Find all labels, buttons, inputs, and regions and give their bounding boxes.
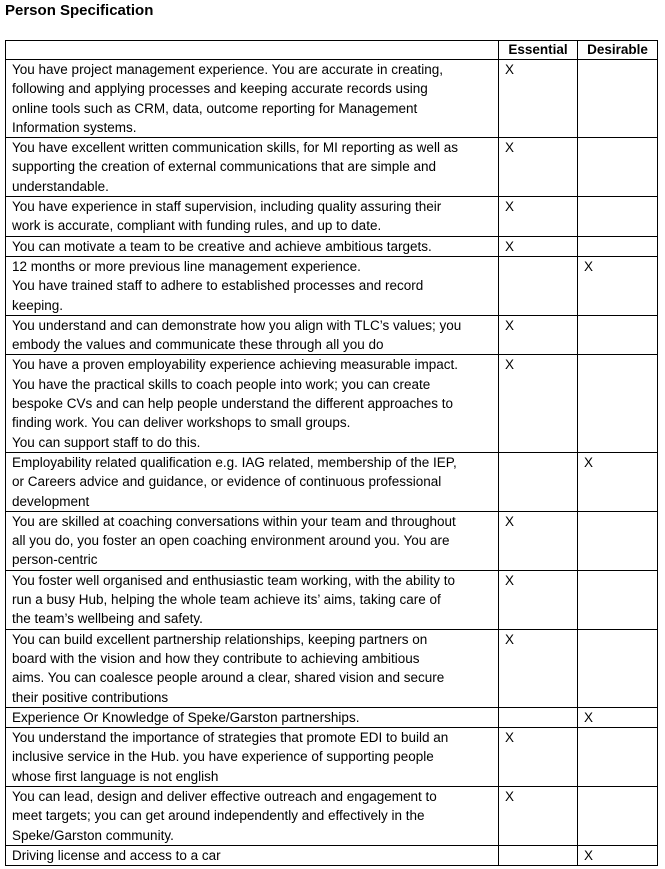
requirement-line: You foster well organised and enthusiastic team working, with the ability to bbox=[12, 572, 455, 588]
table-row bbox=[6, 728, 658, 787]
desirable-mark bbox=[578, 355, 658, 452]
requirement-line: meet targets; you can get around independently and effectively in the bbox=[12, 808, 425, 824]
table-row bbox=[6, 511, 658, 570]
requirement-line: whose first language is not english bbox=[12, 768, 219, 784]
requirement-cell bbox=[6, 197, 499, 237]
essential-mark bbox=[499, 845, 578, 865]
requirement-cell bbox=[6, 511, 499, 570]
requirement-cell bbox=[6, 570, 499, 629]
requirement-line: Driving license and access to a car bbox=[12, 847, 221, 863]
essential-mark: X bbox=[499, 355, 578, 452]
essential-mark: X bbox=[499, 728, 578, 787]
requirement-line: all you do, you foster an open coaching environment around you. You are bbox=[12, 533, 450, 549]
table-body bbox=[6, 60, 658, 866]
desirable-mark bbox=[578, 511, 658, 570]
header-requirement bbox=[6, 41, 499, 60]
requirement-cell bbox=[6, 315, 499, 355]
requirement-line: You can build excellent partnership relationships, keeping partners on bbox=[12, 631, 428, 647]
requirement-line: online tools such as CRM, data, outcome reporting for Management bbox=[12, 100, 418, 116]
requirement-line: development bbox=[12, 493, 90, 509]
requirement-line: You understand the importance of strategies that promote EDI to build an bbox=[12, 730, 449, 746]
table-row bbox=[6, 315, 658, 355]
essential-mark bbox=[499, 452, 578, 511]
table-row bbox=[6, 452, 658, 511]
desirable-mark bbox=[578, 570, 658, 629]
requirement-line: You can support staff to do this. bbox=[12, 434, 201, 450]
essential-mark: X bbox=[499, 197, 578, 237]
requirement-line: aims. You can coalesce people around a clear, shared vision and secure bbox=[12, 670, 445, 686]
table-row bbox=[6, 60, 658, 138]
desirable-mark bbox=[578, 315, 658, 355]
requirement-cell bbox=[6, 236, 499, 256]
essential-mark bbox=[499, 256, 578, 315]
desirable-mark bbox=[578, 728, 658, 787]
desirable-mark: X bbox=[578, 707, 658, 727]
header-essential: Essential bbox=[499, 41, 578, 60]
desirable-mark bbox=[578, 236, 658, 256]
desirable-mark: X bbox=[578, 256, 658, 315]
requirement-line: or Careers advice and guidance, or evidence of continuous professional bbox=[12, 474, 442, 490]
requirement-line: You have project management experience. You are accurate in creating, bbox=[12, 62, 444, 77]
page-title: Person Specification bbox=[5, 2, 154, 19]
requirement-line: Experience Or Knowledge of Speke/Garston partnerships. bbox=[12, 709, 360, 725]
requirement-line: their positive contributions bbox=[12, 689, 169, 705]
requirement-line: You have trained staff to adhere to established processes and record bbox=[12, 278, 424, 294]
requirement-line: board with the vision and how they contribute to achieving ambitious bbox=[12, 650, 420, 666]
essential-mark: X bbox=[499, 511, 578, 570]
requirement-line: You have experience in staff supervision, including quality assuring their bbox=[12, 199, 442, 215]
requirement-line: the team’s wellbeing and safety. bbox=[12, 611, 203, 627]
essential-mark bbox=[499, 707, 578, 727]
requirement-line: bespoke CVs and can help people understand the different approaches to bbox=[12, 396, 454, 412]
requirement-line: Speke/Garston community. bbox=[12, 827, 174, 843]
table-row bbox=[6, 355, 658, 452]
requirement-line: Employability related qualification e.g. IAG related, membership of the IEP, bbox=[12, 454, 457, 470]
requirement-cell bbox=[6, 707, 499, 727]
requirement-line: 12 months or more previous line management experience. bbox=[12, 258, 361, 274]
requirement-line: You are skilled at coaching conversations within your team and throughout bbox=[12, 513, 456, 529]
requirement-line: person-centric bbox=[12, 552, 98, 568]
table-row bbox=[6, 236, 658, 256]
desirable-mark bbox=[578, 138, 658, 197]
desirable-mark bbox=[578, 197, 658, 237]
header-desirable: Desirable bbox=[578, 41, 658, 60]
requirement-cell bbox=[6, 629, 499, 707]
requirement-cell bbox=[6, 786, 499, 845]
requirement-line: run a busy Hub, helping the whole team achieve its’ aims, taking care of bbox=[12, 592, 441, 608]
essential-mark: X bbox=[499, 138, 578, 197]
requirement-line: supporting the creation of external communications that are simple and bbox=[12, 159, 436, 175]
requirement-line: You have a proven employability experience achieving measurable impact. bbox=[12, 357, 459, 373]
requirement-cell bbox=[6, 728, 499, 787]
requirement-cell bbox=[6, 138, 499, 197]
requirement-cell bbox=[6, 452, 499, 511]
table-row bbox=[6, 845, 658, 865]
requirement-line: following and applying processes and keeping accurate records using bbox=[12, 81, 428, 97]
requirement-line: inclusive service in the Hub. you have experience of supporting people bbox=[12, 749, 434, 765]
table-row bbox=[6, 707, 658, 727]
desirable-mark: X bbox=[578, 452, 658, 511]
essential-mark: X bbox=[499, 236, 578, 256]
essential-mark: X bbox=[499, 570, 578, 629]
table-row bbox=[6, 256, 658, 315]
requirement-line: embody the values and communicate these through all you do bbox=[12, 337, 384, 353]
requirement-line: You understand and can demonstrate how you align with TLC’s values; you bbox=[12, 317, 462, 333]
requirement-cell bbox=[6, 845, 499, 865]
requirement-cell bbox=[6, 256, 499, 315]
header-row bbox=[6, 41, 658, 60]
person-specification-table bbox=[5, 40, 658, 866]
table-row bbox=[6, 629, 658, 707]
requirement-line: You have excellent written communication skills, for MI reporting as well as bbox=[12, 140, 458, 156]
essential-mark: X bbox=[499, 629, 578, 707]
requirement-line: understandable. bbox=[12, 178, 109, 194]
essential-mark: X bbox=[499, 786, 578, 845]
requirement-cell bbox=[6, 60, 499, 138]
requirement-line: finding work. You can deliver workshops to small groups. bbox=[12, 415, 351, 431]
requirement-line: You have the practical skills to coach people into work; you can create bbox=[12, 376, 431, 392]
requirement-line: keeping. bbox=[12, 297, 64, 313]
requirement-line: Information systems. bbox=[12, 119, 137, 135]
desirable-mark bbox=[578, 60, 658, 138]
requirement-line: work is accurate, compliant with funding rules, and up to date. bbox=[12, 218, 382, 234]
desirable-mark bbox=[578, 786, 658, 845]
requirement-line: You can motivate a team to be creative and achieve ambitious targets. bbox=[12, 238, 432, 254]
requirement-line: You can lead, design and deliver effective outreach and engagement to bbox=[12, 788, 437, 804]
table-row bbox=[6, 138, 658, 197]
desirable-mark: X bbox=[578, 845, 658, 865]
essential-mark: X bbox=[499, 60, 578, 138]
essential-mark: X bbox=[499, 315, 578, 355]
table-row bbox=[6, 786, 658, 845]
desirable-mark bbox=[578, 629, 658, 707]
requirement-cell bbox=[6, 355, 499, 452]
table-row bbox=[6, 570, 658, 629]
table-row bbox=[6, 197, 658, 237]
